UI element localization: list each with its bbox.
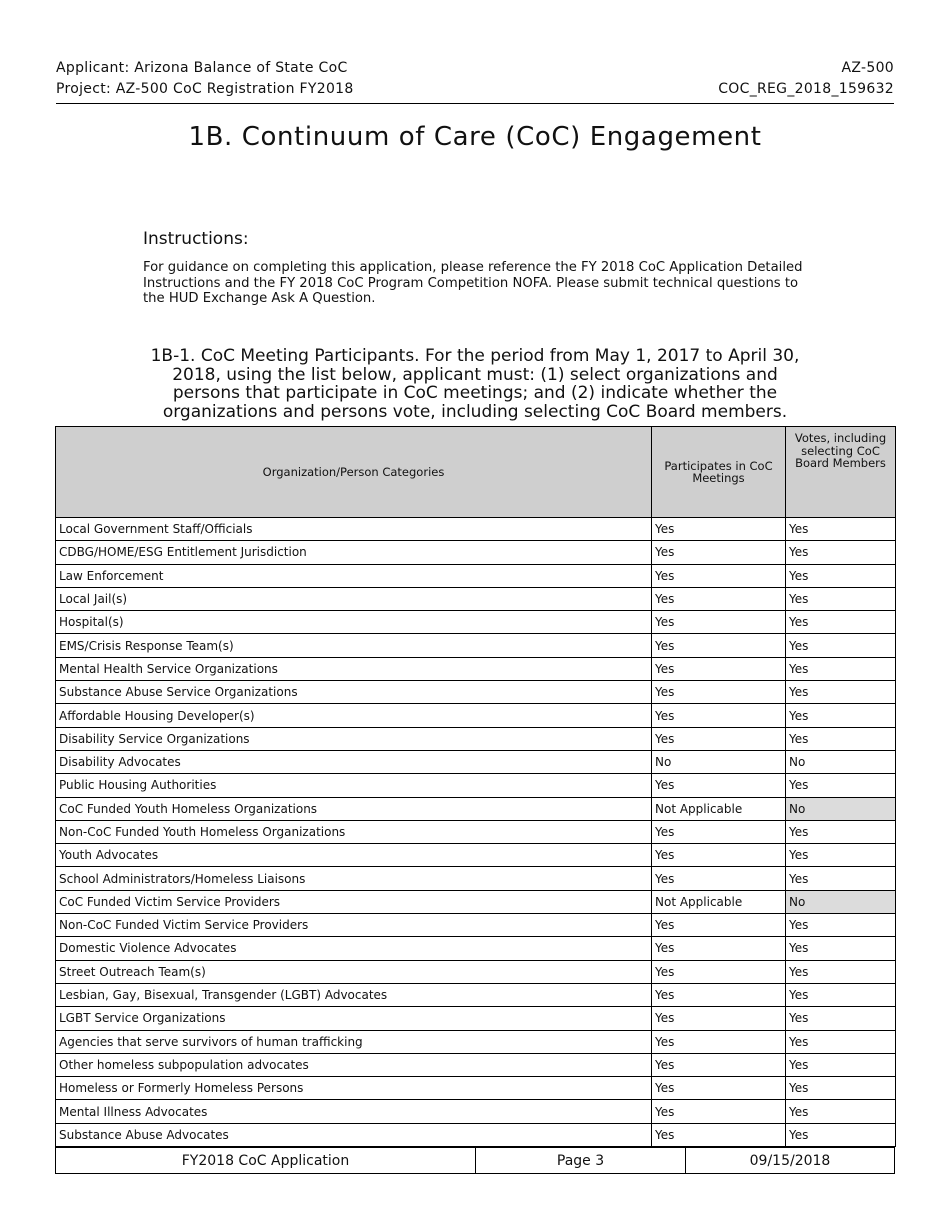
table-row xyxy=(56,1007,896,1030)
footer-date: 09/15/2018 xyxy=(749,1152,831,1169)
cell-votes[interactable]: Yes xyxy=(786,914,896,937)
cell-votes[interactable]: Yes xyxy=(786,1123,896,1146)
cell-votes[interactable]: Yes xyxy=(786,541,896,564)
cell-category: Homeless or Formerly Homeless Persons xyxy=(56,1077,652,1100)
cell-category: Lesbian, Gay, Bisexual, Transgender (LGBT) Advocates xyxy=(56,983,652,1006)
cell-participates[interactable]: Yes xyxy=(652,564,786,587)
cell-category: Non-CoC Funded Youth Homeless Organizations xyxy=(56,820,652,843)
table-row xyxy=(56,1053,896,1076)
table-row xyxy=(56,844,896,867)
cell-participates[interactable]: Yes xyxy=(652,1007,786,1030)
cell-votes[interactable]: Yes xyxy=(786,820,896,843)
cell-category: Other homeless subpopulation advocates xyxy=(56,1053,652,1076)
cell-category: Disability Service Organizations xyxy=(56,727,652,750)
cell-votes[interactable]: Yes xyxy=(786,844,896,867)
cell-participates[interactable]: Yes xyxy=(652,983,786,1006)
cell-participates[interactable]: Yes xyxy=(652,844,786,867)
table-row xyxy=(56,750,896,773)
footer-page-number: Page 3 xyxy=(476,1148,686,1173)
footer-application: FY2018 CoC Application xyxy=(56,1148,476,1173)
cell-category: Substance Abuse Advocates xyxy=(56,1123,652,1146)
cell-category: Mental Health Service Organizations xyxy=(56,657,652,680)
cell-category: LGBT Service Organizations xyxy=(56,1007,652,1030)
cell-participates[interactable]: Yes xyxy=(652,704,786,727)
cell-participates[interactable]: Yes xyxy=(652,587,786,610)
table-row xyxy=(56,727,896,750)
cell-category: CoC Funded Youth Homeless Organizations xyxy=(56,797,652,820)
participants-table xyxy=(55,426,896,1147)
cell-votes[interactable]: Yes xyxy=(786,587,896,610)
cell-votes[interactable]: Yes xyxy=(786,983,896,1006)
cell-participates[interactable]: Not Applicable xyxy=(652,890,786,913)
cell-votes[interactable]: Yes xyxy=(786,634,896,657)
cell-participates[interactable]: Yes xyxy=(652,727,786,750)
cell-participates[interactable]: Yes xyxy=(652,681,786,704)
header-category: Organization/Person Categories xyxy=(56,427,652,518)
cell-participates[interactable]: Yes xyxy=(652,1077,786,1100)
cell-category: Local Jail(s) xyxy=(56,587,652,610)
header-votes: Votes, including selecting CoC Board Members xyxy=(786,427,896,518)
cell-votes[interactable]: Yes xyxy=(786,681,896,704)
question-text: 1B-1. CoC Meeting Participants. For the period from May 1, 2017 to April 30, 2018, using the list below, applicant must: (1) select organizations and persons that participate in CoC meetings; and (2) indicate whether the organizations and persons vote, including selecting CoC Board members. xyxy=(150,346,800,422)
cell-category: Hospital(s) xyxy=(56,611,652,634)
cell-participates[interactable]: Yes xyxy=(652,914,786,937)
cell-participates[interactable]: Yes xyxy=(652,611,786,634)
cell-participates[interactable]: Yes xyxy=(652,1030,786,1053)
table-row xyxy=(56,541,896,564)
cell-category: Mental Illness Advocates xyxy=(56,1100,652,1123)
table-row xyxy=(56,983,896,1006)
table-row xyxy=(56,914,896,937)
table-row xyxy=(56,704,896,727)
cell-votes[interactable]: No xyxy=(786,797,896,820)
cell-category: CDBG/HOME/ESG Entitlement Jurisdiction xyxy=(56,541,652,564)
table-row xyxy=(56,518,896,541)
instructions-heading: Instructions: xyxy=(143,229,249,249)
cell-category: Agencies that serve survivors of human trafficking xyxy=(56,1030,652,1053)
cell-votes[interactable]: Yes xyxy=(786,1007,896,1030)
page-footer xyxy=(55,1147,895,1174)
cell-category: School Administrators/Homeless Liaisons xyxy=(56,867,652,890)
cell-votes[interactable]: Yes xyxy=(786,937,896,960)
table-row xyxy=(56,564,896,587)
cell-votes[interactable]: Yes xyxy=(786,960,896,983)
cell-participates[interactable]: Yes xyxy=(652,774,786,797)
applicant-name: Applicant: Arizona Balance of State CoC xyxy=(56,60,348,76)
header-participates: Participates in CoC Meetings xyxy=(652,427,786,518)
cell-participates[interactable]: No xyxy=(652,750,786,773)
cell-votes[interactable]: Yes xyxy=(786,657,896,680)
cell-participates[interactable]: Yes xyxy=(652,518,786,541)
cell-votes[interactable]: No xyxy=(786,890,896,913)
cell-category: Domestic Violence Advocates xyxy=(56,937,652,960)
cell-votes[interactable]: Yes xyxy=(786,611,896,634)
cell-participates[interactable]: Yes xyxy=(652,1123,786,1146)
cell-participates[interactable]: Yes xyxy=(652,634,786,657)
cell-participates[interactable]: Yes xyxy=(652,541,786,564)
cell-votes[interactable]: Yes xyxy=(786,564,896,587)
cell-category: EMS/Crisis Response Team(s) xyxy=(56,634,652,657)
table-row xyxy=(56,937,896,960)
project-name: Project: AZ-500 CoC Registration FY2018 xyxy=(56,81,354,97)
cell-votes[interactable]: No xyxy=(786,750,896,773)
cell-votes[interactable]: Yes xyxy=(786,1077,896,1100)
cell-participates[interactable]: Yes xyxy=(652,820,786,843)
cell-votes[interactable]: Yes xyxy=(786,518,896,541)
cell-participates[interactable]: Yes xyxy=(652,937,786,960)
table-row xyxy=(56,1100,896,1123)
table-row xyxy=(56,587,896,610)
page-header xyxy=(56,58,894,104)
cell-category: CoC Funded Victim Service Providers xyxy=(56,890,652,913)
cell-category: Youth Advocates xyxy=(56,844,652,867)
cell-category: Disability Advocates xyxy=(56,750,652,773)
cell-votes[interactable]: Yes xyxy=(786,1100,896,1123)
cell-participates[interactable]: Yes xyxy=(652,657,786,680)
cell-category: Local Government Staff/Officials xyxy=(56,518,652,541)
cell-participates[interactable]: Yes xyxy=(652,867,786,890)
table-row xyxy=(56,634,896,657)
table-row xyxy=(56,820,896,843)
cell-participates[interactable]: Yes xyxy=(652,1053,786,1076)
cell-participates[interactable]: Not Applicable xyxy=(652,797,786,820)
cell-votes[interactable]: Yes xyxy=(786,727,896,750)
page-title: 1B. Continuum of Care (CoC) Engagement xyxy=(188,122,762,152)
registration-id: COC_REG_2018_159632 xyxy=(718,81,894,97)
cell-category: Substance Abuse Service Organizations xyxy=(56,681,652,704)
table-row xyxy=(56,890,896,913)
table-row xyxy=(56,1077,896,1100)
instructions-body: For guidance on completing this application, please reference the FY 2018 CoC Application Detailed Instructions and the FY 2018 CoC Program Competition NOFA. Please submit technical questions to the HUD Exchange Ask A Question. xyxy=(143,260,803,306)
cell-category: Non-CoC Funded Victim Service Providers xyxy=(56,914,652,937)
cell-votes[interactable]: Yes xyxy=(786,867,896,890)
table-row xyxy=(56,774,896,797)
table-row xyxy=(56,1123,896,1146)
table-row xyxy=(56,611,896,634)
cell-participates[interactable]: Yes xyxy=(652,960,786,983)
table-row xyxy=(56,1030,896,1053)
table-row xyxy=(56,797,896,820)
form-code: AZ-500 xyxy=(841,60,894,76)
table-row xyxy=(56,960,896,983)
cell-votes[interactable]: Yes xyxy=(786,774,896,797)
cell-category: Street Outreach Team(s) xyxy=(56,960,652,983)
table-row xyxy=(56,681,896,704)
cell-participates[interactable]: Yes xyxy=(652,1100,786,1123)
table-header-row xyxy=(56,427,896,518)
cell-category: Public Housing Authorities xyxy=(56,774,652,797)
table-row xyxy=(56,867,896,890)
cell-category: Affordable Housing Developer(s) xyxy=(56,704,652,727)
cell-votes[interactable]: Yes xyxy=(786,1030,896,1053)
cell-votes[interactable]: Yes xyxy=(786,704,896,727)
cell-votes[interactable]: Yes xyxy=(786,1053,896,1076)
cell-category: Law Enforcement xyxy=(56,564,652,587)
table-row xyxy=(56,657,896,680)
